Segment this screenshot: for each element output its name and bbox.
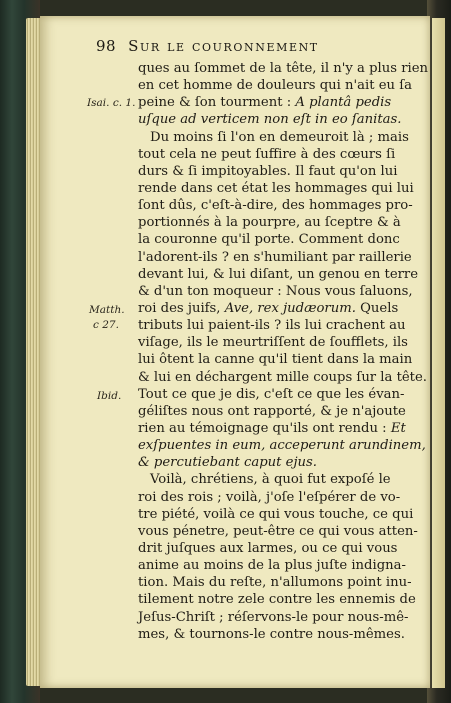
- text-line: [138, 540, 398, 557]
- text-line: [138, 180, 414, 197]
- text-line: [138, 369, 427, 386]
- text-line: [138, 437, 426, 454]
- text-line-roman: lui ôtent la canne qu'il tient dans la main: [138, 352, 413, 368]
- text-line-roman: géliſtes nous ont rapporté, & je n'ajoute: [138, 403, 406, 419]
- page-number: 98: [96, 37, 117, 55]
- margin-note-chapter: c 27.: [93, 319, 119, 331]
- text-line: [138, 146, 396, 163]
- text-line-roman: Tout ce que je dis, c'eſt ce que les évan-: [138, 386, 405, 402]
- text-line-roman: devant lui, & lui diſant, un genou en terre: [138, 266, 419, 282]
- text-line-roman: anime au moins de la plus juſte indigna-: [138, 558, 406, 574]
- text-line: [138, 300, 399, 317]
- text-line-roman: vous pénetre, peut-être ce qui vous atten-: [138, 523, 418, 539]
- text-line: [138, 129, 409, 146]
- margin-note-ibid: Ibid.: [97, 390, 122, 402]
- text-line-roman: roi des juifs,: [138, 300, 225, 316]
- text-line-roman: ſont dûs, c'eſt-à-dire, des hommages pro-: [138, 198, 413, 214]
- text-line-italic: uſque ad verticem non eſt in eo ſanitas.: [138, 112, 402, 128]
- body-text: [138, 60, 429, 643]
- text-line-italic: exſpuentes in eum, acceperunt arundinem,: [138, 438, 426, 454]
- text-line: [138, 111, 402, 128]
- text-line-italic: A plantâ pedis: [295, 95, 392, 111]
- text-line-roman: tre piété, voilà ce qui vous touche, ce qui: [138, 506, 414, 522]
- text-line: [138, 197, 413, 214]
- text-line: [138, 231, 400, 248]
- text-line-italic: Et: [390, 420, 406, 436]
- text-line-roman: peine & ſon tourment :: [138, 95, 296, 111]
- text-line: [138, 249, 412, 266]
- page-title: Sur le couronnement: [128, 37, 319, 55]
- text-line-roman: viſage, ils le meurtriſſent de ſoufflets, ils: [138, 335, 408, 351]
- text-line: [138, 60, 429, 77]
- text-line: [138, 334, 408, 351]
- text-line-roman: rende dans cet état les hommages qui lui: [138, 180, 414, 196]
- running-head: [96, 35, 396, 59]
- text-line-roman: tout cela ne peut ſuffire à des cœurs ſi: [138, 146, 396, 162]
- text-line: [138, 94, 390, 111]
- text-line: [138, 523, 418, 540]
- text-line-roman: roi des rois ; voilà, j'oſe l'eſpérer de vo-: [138, 489, 401, 505]
- text-line: [138, 626, 405, 643]
- text-line-roman: la couronne qu'il porte. Comment donc: [138, 232, 400, 248]
- text-line: [138, 214, 401, 231]
- text-line-roman: rien au témoignage qu'ils ont rendu :: [138, 420, 391, 436]
- text-line: [138, 351, 413, 368]
- text-line-roman: l'adorent-ils ? en s'humiliant par raillerie: [138, 249, 412, 265]
- text-line-roman: en cet homme de douleurs qui n'ait eu ſa: [138, 78, 412, 94]
- text-line: [138, 283, 413, 300]
- text-line: [138, 386, 405, 403]
- text-line: [138, 266, 419, 283]
- text-line: [138, 506, 414, 523]
- text-line: [138, 163, 398, 180]
- text-line-italic: Ave, rex judæorum.: [224, 300, 356, 316]
- text-line-roman: tion. Mais du reſte, n'allumons point inu-: [138, 575, 412, 591]
- margin-note-matthew: Matth.: [89, 304, 125, 316]
- text-line: [138, 591, 416, 608]
- margin-note-isaiah: Isai. c. 1.: [87, 97, 136, 109]
- text-line: [138, 420, 406, 437]
- text-line: [138, 454, 390, 471]
- text-line-roman: drit juſques aux larmes, ou ce qui vous: [138, 540, 398, 556]
- text-line-roman: & lui en déchargent mille coups ſur la tête.: [138, 369, 427, 385]
- text-line: [138, 609, 409, 626]
- text-line: [138, 489, 401, 506]
- text-line-roman: ques au ſommet de la tête, il n'y a plus rien: [138, 61, 429, 76]
- text-line-italic: & percutiebant caput ejus.: [138, 455, 317, 471]
- text-line-roman: mes, & tournons-le contre nous-mêmes.: [138, 626, 405, 642]
- text-line-roman: Voilà, chrétiens, à quoi fut expoſé le: [150, 472, 391, 488]
- text-line-roman: durs & ſi impitoyables. Il faut qu'on lui: [138, 163, 398, 179]
- text-line: [138, 471, 390, 488]
- text-line: [138, 574, 412, 591]
- text-line-roman: tributs lui paient-ils ? ils lui crachent au: [138, 318, 406, 334]
- text-line-roman: Jeſus-Chriſt ; réſervons-le pour nous-mê-: [138, 609, 409, 625]
- text-line-roman: & d'un ton moqueur : Nous vous ſaluons,: [138, 283, 413, 299]
- text-line: [138, 317, 406, 334]
- text-line: [138, 77, 412, 94]
- text-line: [138, 403, 406, 420]
- text-line-roman-tail: Quels: [355, 300, 399, 316]
- text-line-roman: Du moins ſi l'on en demeuroit là ; mais: [150, 129, 409, 145]
- text-line-roman: portionnés à la pourpre, au ſceptre & à: [138, 215, 401, 231]
- text-line-roman: tilement notre zele contre les ennemis de: [138, 592, 416, 608]
- text-line: [138, 557, 406, 574]
- facing-page-edge: [432, 18, 445, 688]
